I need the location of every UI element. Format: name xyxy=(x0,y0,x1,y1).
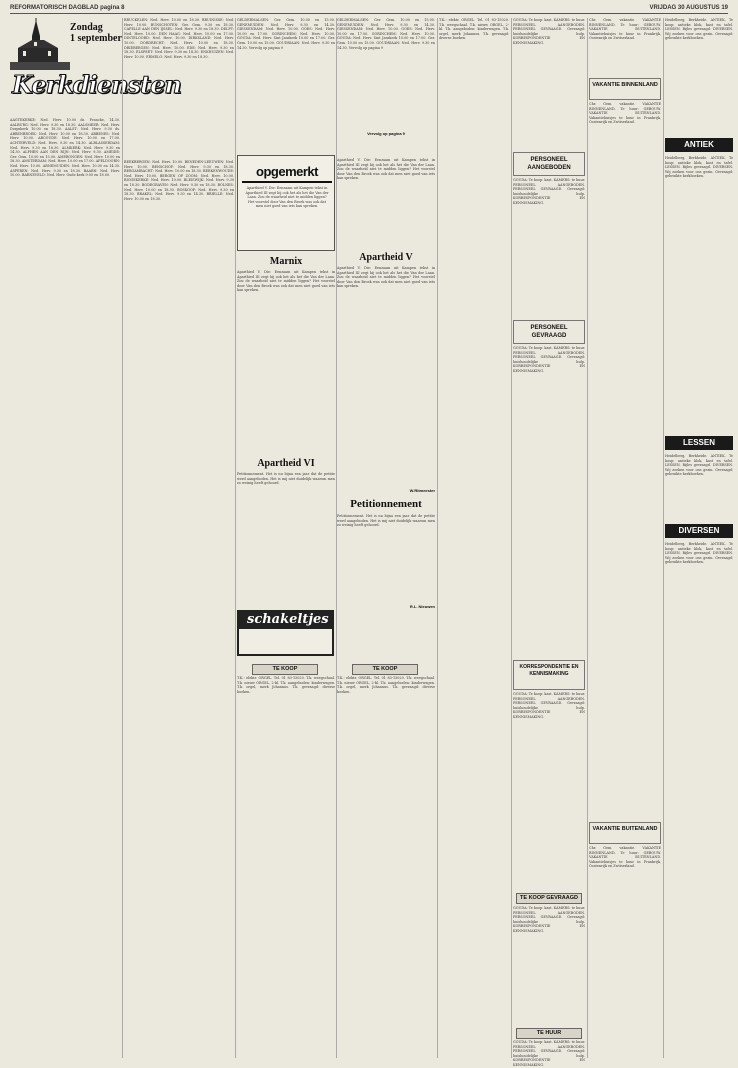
tekoop-heading-b: TE KOOP xyxy=(352,664,418,675)
column-rule xyxy=(336,18,337,1058)
service-date xyxy=(70,22,122,44)
apartheid-v-article: Aparthied V. Die: Eenzaam uit Kampen tekst in Aparthied III zegt hij ook het als het die Van der Laan. Zou de waarheid niet te midden liggen? Het voorstel door Van den Broek was ook dat men niet goed van iets kan spreken. xyxy=(337,266,435,289)
apartheid-v-heading: Apartheid V xyxy=(359,252,413,263)
vakantie-binnenland-box xyxy=(589,78,661,100)
vakantie-binnenland-text: Chr. Gem. vakantie. VAKANTIE BINNENLAND. Te huur: GEBOUW. VAKANTIE BUITENLAND. Vakantiehuisjes te huur in Frankrijk, Oostenrijk en Zwitserland. xyxy=(589,102,661,125)
classifieds-column-c: T.K.: elektr. ORGEL. Tel. 01 83-15020. T.k. weegschaal. T.k. nieuw ORGEL, 2-kl. T.k. aangeboden: kinderwagen. T.k. orgel, merk Johannus. T.k. gevraagd: diverse boeken. xyxy=(439,18,509,41)
vakantie-binnenland-heading: VAKANTIE BINNENLAND xyxy=(592,82,658,88)
tekoop-heading-a: TE KOOP xyxy=(252,664,318,675)
vakantie-buitenland-heading: VAKANTIE BUITENLAND xyxy=(592,826,658,832)
apartheid-vi-article: Petitionnement. Het is nu bijna een jaar dat de petitie werd aangeboden. Het is mij niet duidelijk waarom men zo weinig heeft gehoord. xyxy=(237,472,335,486)
personeel-aangeboden-box xyxy=(513,152,585,176)
korrespondentie-text: GOUDA: Te koop: kast. KAMERS: te huur. PERSONEEL AANGEBODEN. PERSONEEL GEVRAAGD. Gevraagd: huishoudelijke hulp. KORRESPONDENTIE EN KENNISMAKING. xyxy=(513,692,585,719)
te-huur-heading: TE HUUR xyxy=(516,1028,582,1039)
personeel-aangeboden-text: GOUDA: Te koop: kast. KAMERS: te huur. PERSONEEL AANGEBODEN. PERSONEEL GEVRAAGD. Gevraagd: huishoudelijke hulp. KORRESPONDENTIE EN KENNISMAKING. xyxy=(513,178,585,205)
apartheid-v-signature: W.Ritmeester xyxy=(409,488,435,493)
column-rule xyxy=(122,18,123,1058)
te-koop-gevraagd-heading: TE KOOP GEVRAAGD xyxy=(516,893,582,904)
vakantie-intro: Chr. Gem. vakantie. VAKANTIE BINNENLAND. Te huur: GEBOUW. VAKANTIE BUITENLAND. Vakantiehuisjes te huur in Frankrijk, Oostenrijk en Zwitserland. xyxy=(589,18,661,41)
personeel-aangeboden-heading: PERSONEEL AANGEBODEN xyxy=(527,157,571,171)
lessen-text: Heidelberg, Berkheide. ANTIEK. Te koop: antieke klok, kast en tafel. LESSEN. Bijles gevraagd. DIVERSEN. Wij zoeken voor ons gezin. Gevraagd: gebruikte kerkboeken. xyxy=(665,454,733,477)
church-icon xyxy=(10,18,70,70)
continued-note: Vervolg op pagina 9 xyxy=(367,131,405,136)
schakeltjes-info xyxy=(239,629,332,654)
column-rule xyxy=(235,18,236,1058)
diversen-text: Heidelberg, Berkheide. ANTIEK. Te koop: antieke klok, kast en tafel. LESSEN. Bijles gevraagd. DIVERSEN. Wij zoeken voor ons gezin. Gevraagd: gebruikte kerkboeken. xyxy=(665,542,733,565)
schakeltjes-title: schakeltjes xyxy=(247,612,329,627)
lessen-banner: LESSEN xyxy=(665,436,733,450)
services-column-2: BEEKBERGEN: Ned. Herv. 10.00. BENEDEN-LEEUWEN: Ned. Herv. 10.00. BENSCHOP: Ned. Herv. 9.30 en 18.30. BERGAMBACHT: Ned. Herv. 10.00 en 18.30. BERKENWOUDE: Ned. Herv. 10.00. BERGEN OP ZOOM: Ned. Herv. 10.00. BIGGEKERKE: Ned. Herv. 10.00. BLEISWIJK: Ned. Herv. 9.30 en 18.30. BODEGRAVEN: Ned. Herv. 9.30 en 18.30. BOLNES: Ned. Herv. 10.00 en 18.30. BOSKOOP: Ned. Herv. 9.30 en 18.30. BRAKEL: Ned. Herv. 9.30 en 14.30. BRIELLE: Ned. Herv. 10.00 en 18.30. xyxy=(124,160,234,201)
petition-article: Petitionnement. Het is nu bijna een jaar dat de petitie werd aangeboden. Het is mij niet duidelijk waarom men zo weinig heeft gehoord. xyxy=(337,514,435,528)
date-line-1: Zondag xyxy=(70,22,103,33)
date-line-2: 1 september xyxy=(70,33,122,44)
header-left: REFORMATORISCH DAGBLAD pagina 8 xyxy=(10,5,125,11)
classifieds-column-d: GOUDA: Te koop: kast. KAMERS: te huur. PERSONEEL AANGEBODEN. PERSONEEL GEVRAAGD. Gevraagd: huishoudelijke hulp. KORRESPONDENTIE EN KENNISMAKING. xyxy=(513,18,585,45)
vakantie-buitenland-text: Chr. Gem. vakantie. VAKANTIE BINNENLAND. Te huur: GEBOUW. VAKANTIE BUITENLAND. Vakantiehuisjes te huur in Frankrijk, Oostenrijk en Zwitserland. xyxy=(589,846,661,869)
marnix-heading: Marnix xyxy=(269,256,303,267)
korrespondentie-heading: KORRESPONDENTIE EN KENNISMAKING xyxy=(519,664,579,677)
personeel-gevraagd-box xyxy=(513,320,585,344)
classifieds-column-e: Heidelberg, Berkheide. ANTIEK. Te koop: antieke klok, kast en tafel. LESSEN. Bijles gevraagd. DIVERSEN. Wij zoeken voor ons gezin. Gevraagd: gebruikte kerkboeken. xyxy=(665,18,733,41)
masthead-title: Kerkdiensten xyxy=(12,70,181,99)
opgemerkt-text: Aparthied V. Die: Eenzaam uit Kampen tekst in Aparthied III zegt hij ook het als het die Van der Laan. Zou de waarheid niet te midden liggen? Het voorstel door Van den Broek was ook dat men niet goed van iets kan spreken. xyxy=(245,186,329,209)
classifieds-column-b: T.K.: elektr. ORGEL. Tel. 01 83-15020. T.k. weegschaal. T.k. nieuw ORGEL, 2-kl. T.k. aangeboden: kinderwagen. T.k. orgel, merk Johannus. T.k. gevraagd: diverse boeken. xyxy=(337,676,435,694)
korrespondentie-box xyxy=(513,660,585,690)
antiek-text: Heidelberg, Berkheide. ANTIEK. Te koop: antieke klok, kast en tafel. LESSEN. Bijles gevraagd. DIVERSEN. Wij zoeken voor ons gezin. Gevraagd: gebruikte kerkboeken. xyxy=(665,156,733,179)
page-header xyxy=(10,4,728,14)
diversen-banner: DIVERSEN xyxy=(665,524,733,538)
te-huur-text: GOUDA: Te koop: kast. KAMERS: te huur. PERSONEEL AANGEBODEN. PERSONEEL GEVRAAGD. Gevraagd: huishoudelijke hulp. KORRESPONDENTIE EN KENNISMAKING. xyxy=(513,1040,585,1067)
petition-signature: R.L. Nieuwen xyxy=(409,604,435,609)
reader-letter: Aparthied V. Die: Eenzaam uit Kampen tekst in Aparthied III zegt hij ook het als het die Van der Laan. Zou de waarheid niet te midden liggen? Het voorstel door Van den Broek was ook dat men niet goed van iets kan spreken. xyxy=(337,158,435,181)
services-column-5: GELDERMALSEN: Ger. Gem. 10.00 en 15.00. GENEMUIDEN: Ned. Herv. 9.30 en 14.30. GIESSENDAM: Ned. Herv. 10.00. GOES: Ned. Herv. 10.00 en 17.00. GORINCHEM: Ned. Herv. 10.00. GOUDA: Ned. Herv. Sint Janskerk 10.00 en 17.00. Ger. Gem. 10.00 en 15.00. GOUDRIAAN: Ned. Herv. 9.30 en 14.30. Vervolg op pagina 9 xyxy=(337,18,435,50)
column-rule xyxy=(437,18,438,1058)
opgemerkt-title: opgemerkt xyxy=(242,164,332,183)
personeel-gevraagd-heading: PERSONEEL GEVRAAGD xyxy=(530,325,568,339)
schakeltjes-banner xyxy=(237,610,334,656)
column-rule xyxy=(587,18,588,1058)
column-rule xyxy=(511,18,512,1058)
services-column-4: GELDERMALSEN: Ger. Gem. 10.00 en 15.00. GENEMUIDEN: Ned. Herv. 9.30 en 14.30. GIESSENDAM: Ned. Herv. 10.00. GOES: Ned. Herv. 10.00 en 17.00. GORINCHEM: Ned. Herv. 10.00. GOUDA: Ned. Herv. Sint Janskerk 10.00 en 17.00. Ger. Gem. 10.00 en 15.00. GOUDRIAAN: Ned. Herv. 9.30 en 14.30. Vervolg op pagina 9 xyxy=(237,18,335,50)
marnix-article: Aparthied V. Die: Eenzaam uit Kampen tekst in Aparthied III zegt hij ook het als het die Van der Laan. Zou de waarheid niet te midden liggen? Het voorstel door Van den Broek was ook dat men niet goed van iets kan spreken. xyxy=(237,270,335,293)
te-koop-gevraagd-text: GOUDA: Te koop: kast. KAMERS: te huur. PERSONEEL AANGEBODEN. PERSONEEL GEVRAAGD. Gevraagd: huishoudelijke hulp. KORRESPONDENTIE EN KENNISMAKING. xyxy=(513,906,585,933)
services-column-1: AAGTEKERKE: Ned. Herv. 10.00 ds. Francke, 14.30. AALBURG: Ned. Herv. 9.30 en 18.30. AALSMEER: Ned. Herv. Dorpskerk 10.00 en 18.30. AALST: Ned. Herv. 9.30 ds. ABBENBROEK: Ned. Herv. 10.00 en 18.30. ABBENES: Ned. Herv. 10.00. ABCOUDE: Ned. Herv. 10.00 en 17.00. ACHTERVELD: Ned. Herv. 9.30 en 14.30. ALBLASSERDAM: Ned. Herv. 9.30 en 18.30. ALMKERK: Ned. Herv. 9.30 en 14.30. ALPHEN AAN DEN RIJN: Ned. Herv. 9.30. AMEIDE: Ger. Gem. 10.00 en 15.00. AMERONGEN: Ned. Herv. 10.00 en 18.30. AMSTERDAM: Ned. Herv. 10.00 en 17.00. APELDOORN: Ned. Herv. 10.00. ARNEMUIDEN: Ned. Herv. 10.00 en 14.30. ASPEREN: Ned. Herv. 9.30 en 18.30. BAARN: Ned. Herv. 10.00. BARNEVELD: Ned. Herv. Oude kerk 9.00 en 18.00. xyxy=(10,118,120,178)
column-rule xyxy=(663,18,664,1058)
petition-heading: Petitionnement xyxy=(350,498,422,510)
personeel-gevraagd-text: GOUDA: Te koop: kast. KAMERS: te huur. PERSONEEL AANGEBODEN. PERSONEEL GEVRAAGD. Gevraagd: huishoudelijke hulp. KORRESPONDENTIE EN KENNISMAKING. xyxy=(513,346,585,373)
antiek-banner: ANTIEK xyxy=(665,138,733,152)
header-right: VRIJDAG 30 AUGUSTUS 19 xyxy=(649,5,728,11)
opgemerkt-box xyxy=(237,155,335,251)
vakantie-buitenland-box xyxy=(589,822,661,844)
apartheid-vi-heading: Apartheid VI xyxy=(257,458,315,469)
services-column-3a: BRUCKELEN: Ned. Herv. 10.00 en 18.30. BRUINISSE: Ned. Herv. 10.00. BUNSCHOTEN: Ger. Gem. 9.30 en 18.30. CAPELLE AAN DEN IJSSEL: Ned. Herv. 9.30 en 18.30. DELFT: Ned. Herv. 10.00. DEN HAAG: Ned. Herv. 10.00 en 17.00. DINTELOORD: Ned. Herv. 10.00. DIRKSLAND: Ned. Herv. 10.00. DORDRECHT: Ned. Herv. 10.00 en 18.30. DRIEBERGEN: Ned. Herv. 10.00. EDE: Ned. Herv. 9.30 en 18.30. ELSPEET: Ned. Herv. 9.30 en 14.30. ENKHUIZEN: Ned. Herv. 10.00. ERMELO: Ned. Herv. 9.30 en 18.30. xyxy=(124,18,234,59)
classifieds-column-a: T.K.: elektr. ORGEL. Tel. 01 83-15020. T.k. weegschaal. T.k. nieuw ORGEL, 2-kl. T.k. aangeboden: kinderwagen. T.k. orgel, merk Johannus. T.k. gevraagd: diverse boeken. xyxy=(237,676,335,694)
